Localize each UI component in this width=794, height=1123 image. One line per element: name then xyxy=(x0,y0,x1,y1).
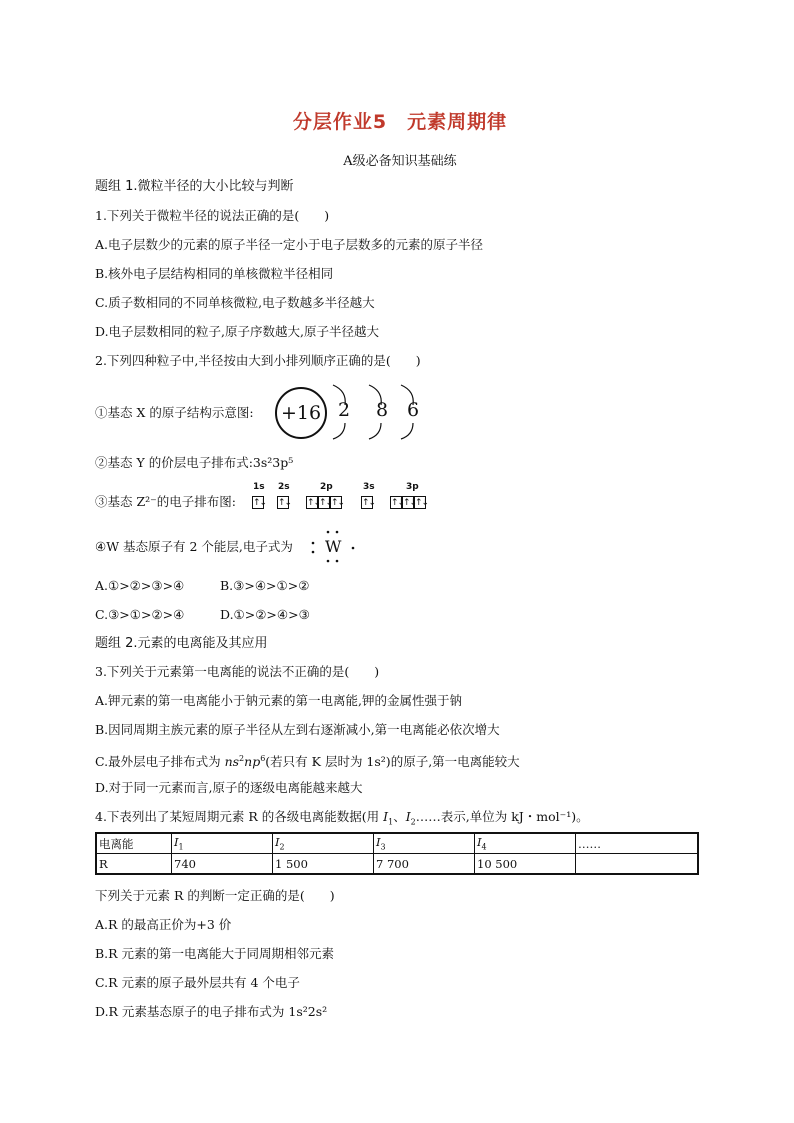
electron-symbol: W xyxy=(325,537,342,556)
table-cell: 电离能 xyxy=(96,833,172,854)
q1-option-a: A.电子层数少的元素的原子半径一定小于电子层数多的元素的原子半径 xyxy=(95,237,484,252)
group1-heading: 题组 1.微粒半径的大小比较与判断 xyxy=(95,179,294,194)
item3-label: ③基态 Z²⁻的电子排布图: xyxy=(95,494,236,509)
page-title: 分层作业5 元素周期律 xyxy=(292,111,508,133)
shell-3-count: 6 xyxy=(407,399,420,421)
nucleus-circle: +16 xyxy=(275,387,327,439)
q3-option-d: D.对于同一元素而言,原子的逐级电离能越来越大 xyxy=(95,780,363,795)
shell-arcs xyxy=(331,383,451,443)
orbital-tag-3s: 3s xyxy=(363,482,375,492)
q1-option-c: C.质子数相同的不同单核微粒,电子数越多半径越大 xyxy=(95,295,375,310)
orbital-box: ↑↓ xyxy=(403,498,417,508)
item1-label: ①基态 X 的原子结构示意图: xyxy=(95,405,254,420)
q3-stem: 3.下列关于元素第一电离能的说法不正确的是( ) xyxy=(95,664,380,679)
electron-dot-formula xyxy=(95,528,515,564)
shell-1-count: 2 xyxy=(338,399,351,421)
table-cell: $I_1$ xyxy=(172,833,273,854)
q2-option-b: B.③>④>①>② xyxy=(220,578,310,593)
group2-heading: 题组 2.元素的电离能及其应用 xyxy=(95,636,268,651)
table-row xyxy=(96,854,698,875)
table-cell: R xyxy=(96,854,172,875)
q4-follow: 下列关于元素 R 的判断一定正确的是( ) xyxy=(95,888,335,903)
orbital-box: ↑↓ xyxy=(253,498,267,508)
q4-option-d: D.R 元素基态原子的电子排布式为 1s²2s² xyxy=(95,1004,328,1019)
q4-option-a: A.R 的最高正价为+3 价 xyxy=(95,917,232,932)
q4-option-c: C.R 元素的原子最外层共有 4 个电子 xyxy=(95,975,300,990)
orbital-box: ↑↓ xyxy=(362,498,376,508)
q4-option-b: B.R 元素的第一电离能大于同周期相邻元素 xyxy=(95,946,335,961)
table-cell: $I_2$ xyxy=(273,833,374,854)
level-subtitle: A级必备知识基础练 xyxy=(343,154,457,169)
orbital-tag-3p: 3p xyxy=(406,482,419,492)
table-cell: 10 500 xyxy=(475,854,576,875)
q4-stem: 4.下表列出了某短周期元素 R 的各级电离能数据(用 $I_1$、$I_2\dots\dots$表示,单位为 kJ・mol⁻¹)。 xyxy=(95,809,589,827)
orbital-box: ↑↓ xyxy=(331,498,345,508)
orbital-box: ↑↓ xyxy=(307,498,321,508)
q2-stem: 2.下列四种粒子中,半径按由大到小排列顺序正确的是( ) xyxy=(95,353,421,368)
item4-label: ④W 基态原子有 2 个能层,电子式为 xyxy=(95,539,293,554)
orbital-box: ↑↓ xyxy=(278,498,292,508)
orbital-tag-2s: 2s xyxy=(278,482,290,492)
orbital-box: ↑↓ xyxy=(415,498,429,508)
table-cell: $I_4$ xyxy=(475,833,576,854)
ionization-energy-table xyxy=(95,832,699,875)
shell-2-count: 8 xyxy=(376,399,389,421)
orbital-box: ↑↓ xyxy=(319,498,333,508)
q3-option-b: B.因同周期主族元素的原子半径从左到右逐渐减小,第一电离能必依次增大 xyxy=(95,722,500,737)
q3-option-a: A.钾元素的第一电离能小于钠元素的第一电离能,钾的金属性强于钠 xyxy=(95,693,462,708)
table-cell: 1 500 xyxy=(273,854,374,875)
q2-item2: ②基态 Y 的价层电子排布式:3s²3p⁵ xyxy=(95,455,294,470)
table-cell: 740 xyxy=(172,854,273,875)
q1-option-b: B.核外电子层结构相同的单核微粒半径相同 xyxy=(95,266,334,281)
table-cell xyxy=(576,854,699,875)
orbital-box: ↑↓ xyxy=(391,498,405,508)
table-cell: …… xyxy=(576,833,699,854)
table-cell: 7 700 xyxy=(374,854,475,875)
table-header-row xyxy=(96,833,698,854)
table-cell: $I_3$ xyxy=(374,833,475,854)
q1-option-d: D.电子层数相同的粒子,原子序数越大,原子半径越大 xyxy=(95,324,379,339)
orbital-tag-1s: 1s xyxy=(253,482,265,492)
atom-structure-diagram xyxy=(95,383,515,443)
orbital-tag-2p: 2p xyxy=(320,482,333,492)
q3-option-c: C.最外层电子排布式为 $ns^2np^6$(若只有 K 层时为 1s²)的原子,第一电离能较大 xyxy=(95,754,520,770)
q2-option-d: D.①>②>④>③ xyxy=(220,607,310,622)
q1-stem: 1.下列关于微粒半径的说法正确的是( ) xyxy=(95,208,330,223)
orbital-diagram xyxy=(95,482,515,522)
q2-option-c: C.③>①>②>④ xyxy=(95,607,185,622)
electron-dots xyxy=(309,528,359,564)
q2-option-a: A.①>②>③>④ xyxy=(95,578,185,593)
